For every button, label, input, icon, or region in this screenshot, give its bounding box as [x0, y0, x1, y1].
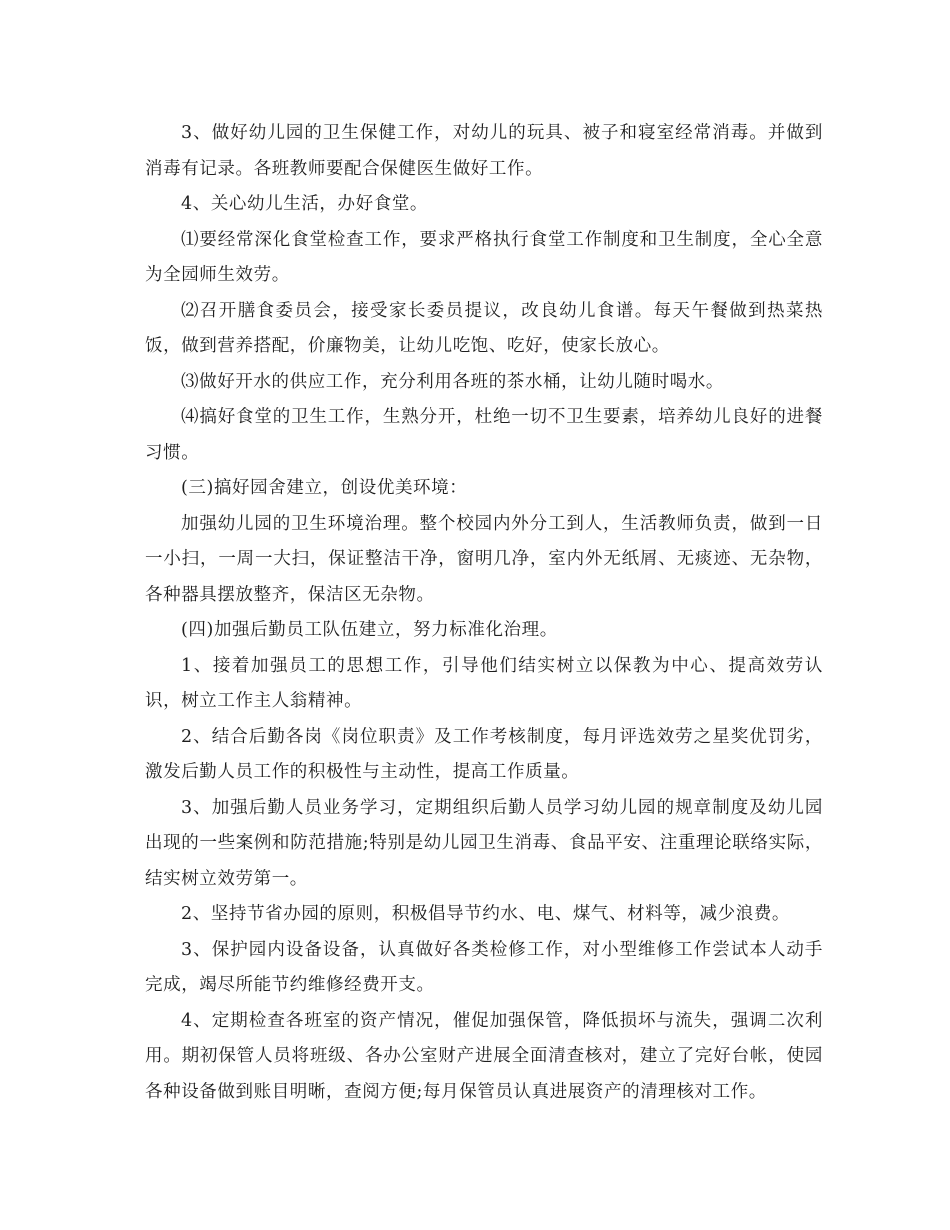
paragraph: ⑷搞好食堂的卫生工作，生熟分开，杜绝一切不卫生要素，培养幼儿良好的进餐习惯。	[145, 407, 823, 463]
paragraph: 加强幼儿园的卫生环境治理。整个校园内外分工到人，生活教师负责，做到一日一小扫，一周一大扫，保证整洁干净，窗明几净，室内外无纸屑、无痰迹、无杂物，各种器具摆放整齐，保洁区无杂物。	[145, 513, 823, 605]
paragraph: 3、做好幼儿园的卫生保健工作，对幼儿的玩具、被子和寝室经常消毒。并做到消毒有记录。各班教师要配合保健医生做好工作。	[145, 123, 823, 179]
paragraph: 4、关心幼儿生活，办好食堂。	[181, 194, 429, 214]
paragraph: ⑴要经常深化食堂检查工作，要求严格执行食堂工作制度和卫生制度，全心全意为全园师生效劳。	[145, 229, 823, 285]
paragraph: 2、坚持节省办园的原则，积极倡导节约水、电、煤气、材料等，减少浪费。	[181, 904, 791, 924]
document-body	[145, 116, 823, 1110]
paragraph: ⑶做好开水的供应工作，充分利用各班的茶水桶，让幼儿随时喝水。	[181, 371, 724, 392]
paragraph: 1、接着加强员工的思想工作，引导他们结实树立以保教为中心、提高效劳认识，树立工作主人翁精神。	[145, 655, 823, 711]
paragraph: 4、定期检查各班室的资产情况，催促加强保管，降低损坏与流失，强调二次利用。期初保管人员将班级、各办公室财产进展全面清查核对，建立了完好台帐，使园各种设备做到账目明晰，查阅方便;每月保管员认真进展资产的清理核对工作。	[145, 1010, 823, 1102]
section-heading: (三)搞好园舍建立，创设优美环境：	[181, 478, 468, 498]
section-heading: (四)加强后勤员工队伍建立，努力标准化治理。	[181, 620, 558, 640]
paragraph: 3、保护园内设备设备，认真做好各类检修工作，对小型维修工作尝试本人动手完成，竭尽所能节约维修经费开支。	[145, 939, 823, 995]
paragraph: 2、结合后勤各岗《岗位职责》及工作考核制度，每月评选效劳之星奖优罚劣，激发后勤人员工作的积极性与主动性，提高工作质量。	[145, 726, 823, 782]
paragraph: ⑵召开膳食委员会，接受家长委员提议，改良幼儿食谱。每天午餐做到热菜热饭，做到营养搭配，价廉物美，让幼儿吃饱、吃好，使家长放心。	[145, 300, 823, 356]
paragraph: 3、加强后勤人员业务学习，定期组织后勤人员学习幼儿园的规章制度及幼儿园出现的一些案例和防范措施;特别是幼儿园卫生消毒、食品平安、注重理论联络实际，结实树立效劳第一。	[145, 797, 823, 889]
